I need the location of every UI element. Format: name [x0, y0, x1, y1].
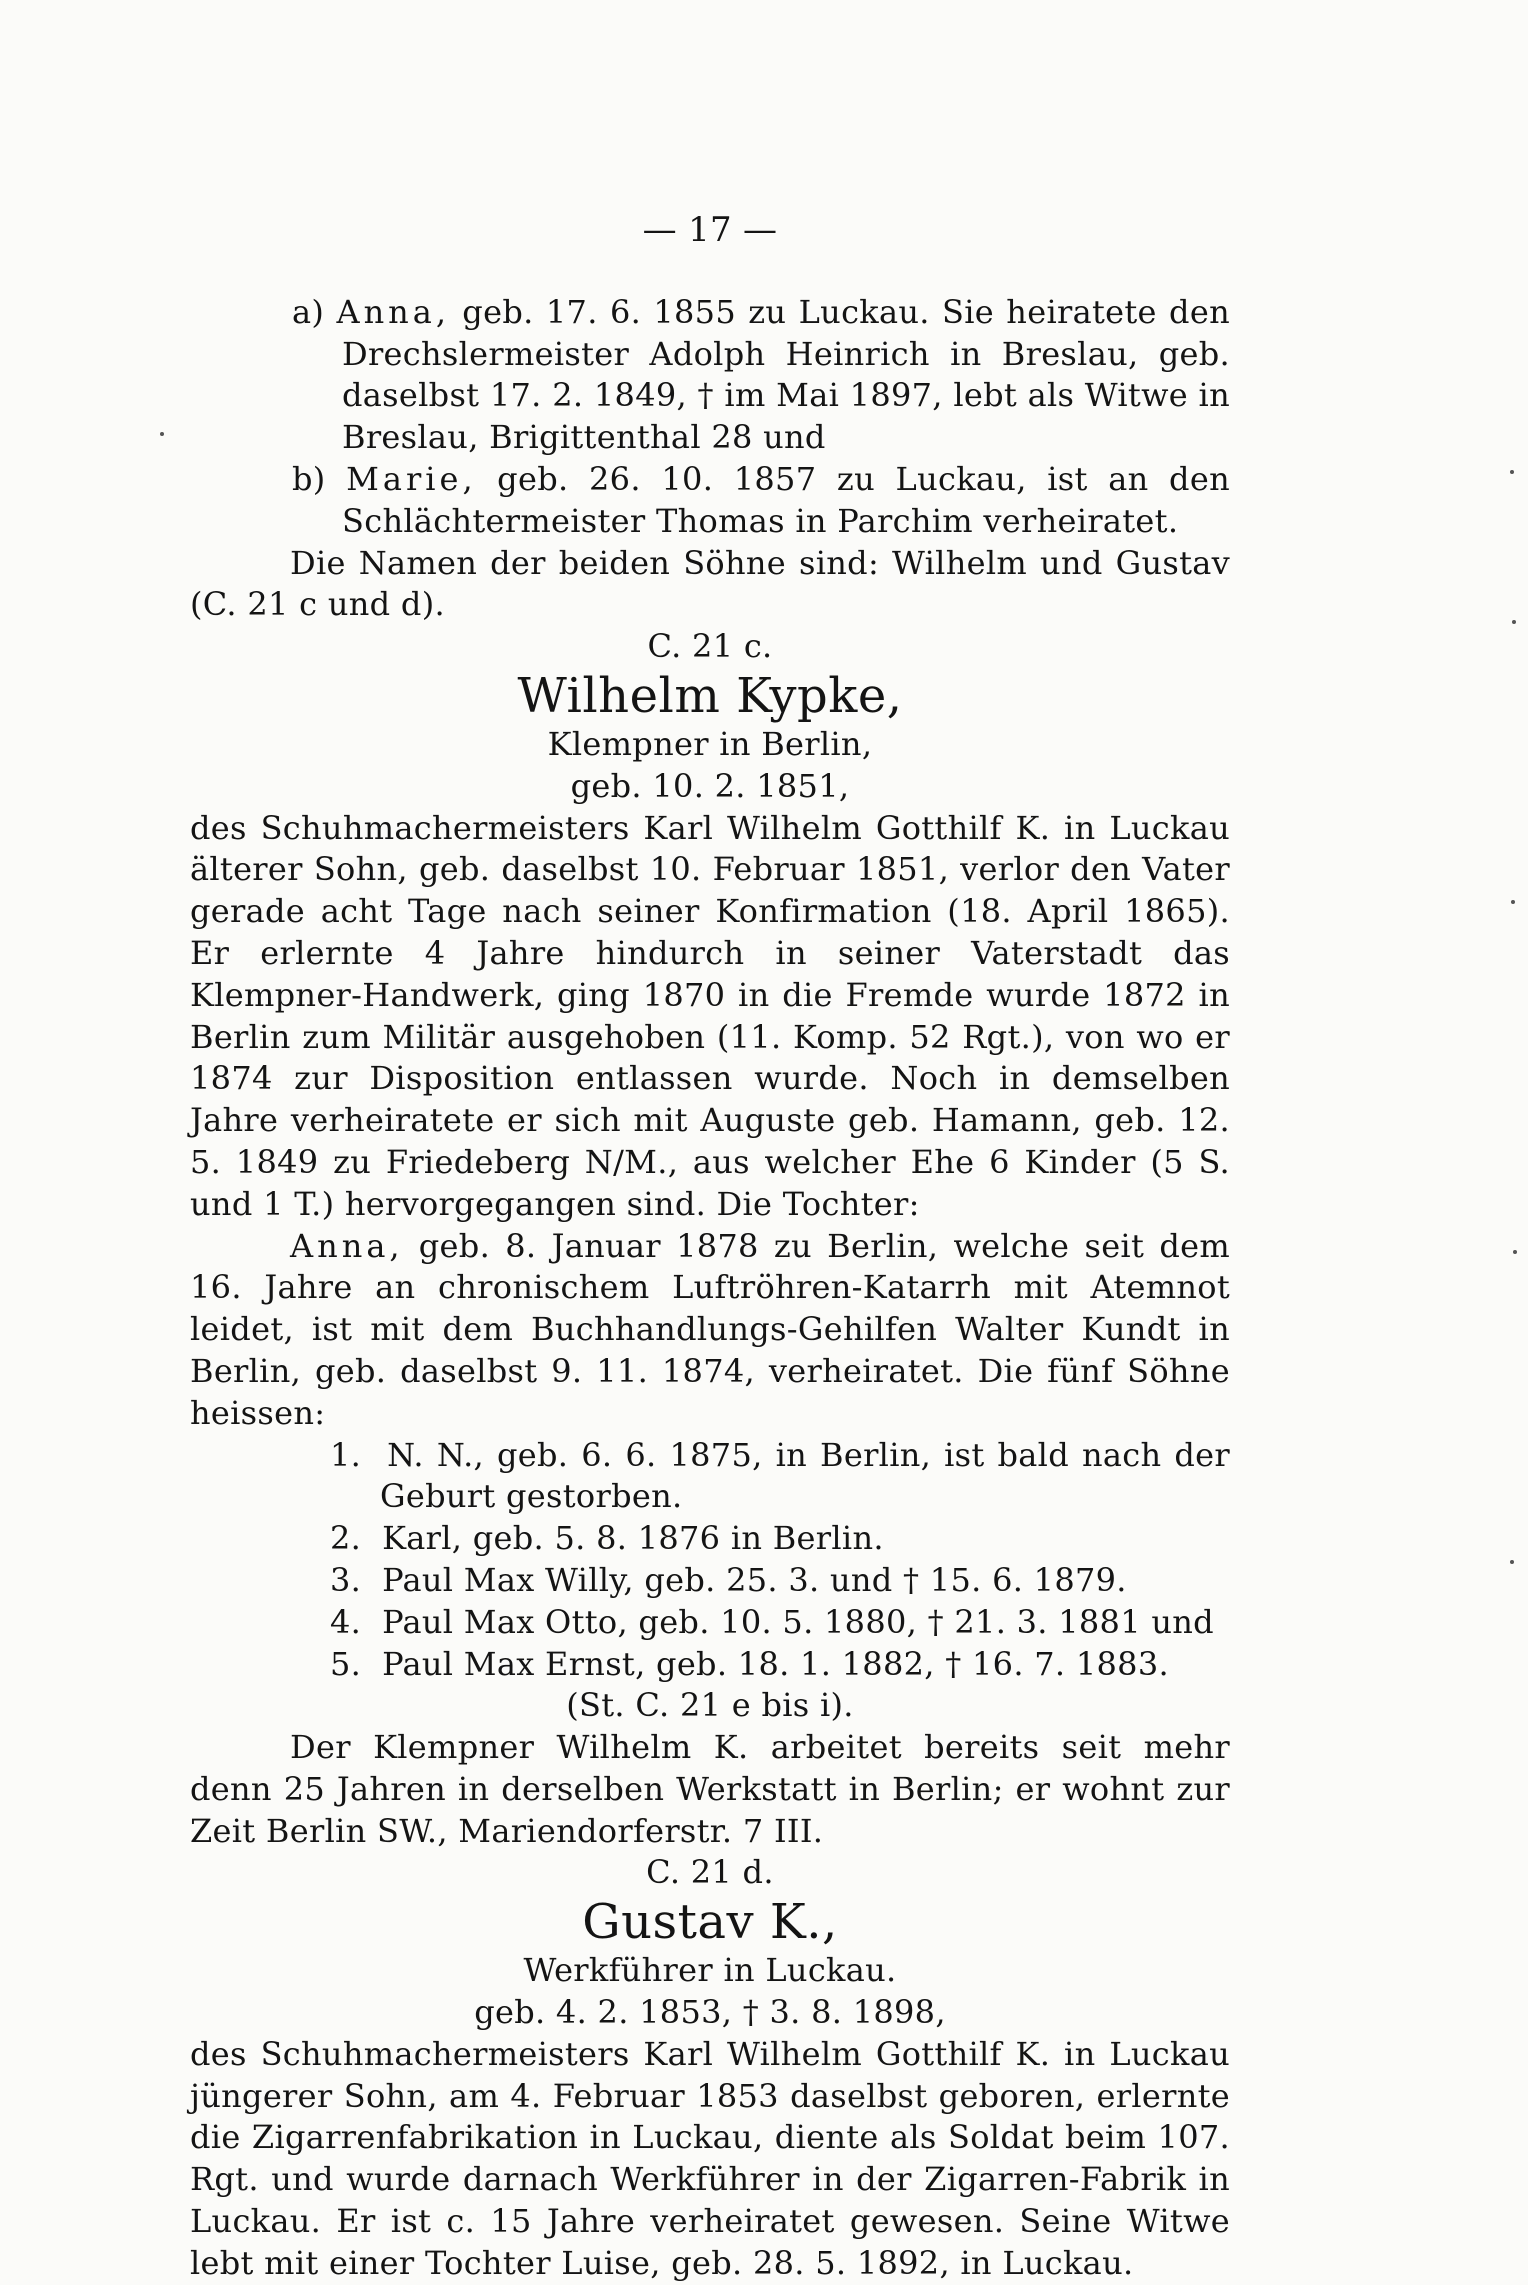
scan-speck [1510, 1560, 1514, 1564]
section-c-born: geb. 10. 2. 1851, [570, 766, 850, 805]
son-item [190, 1644, 1230, 1686]
daughter-text: geb. 8. Januar 1878 zu Berlin, welche seit dem 16. Jahre an chronischem Luftröhren-Katarrh mit Atemnot leidet, ist mit dem Buchhandlungs-Gehilfen Walter Kundt in Berlin, geb. daselbst 9. 11. 1874, verheiratet. Die fünf Söhne heissen: [190, 1226, 1230, 1432]
item-b-label: b) [292, 459, 326, 498]
son-num: 1. [330, 1435, 362, 1474]
son-item [190, 1435, 1230, 1519]
son-item [190, 1602, 1230, 1644]
section-c-bio: des Schuhmachermeisters Karl Wilhelm Gotthilf K. in Luckau älterer Sohn, geb. daselbst 10. Februar 1851, verlor den Vater gerade acht Tage nach seiner Konfirmation (18. April 1865). Er erlernte 4 Jahre hindurch in seiner Vaterstadt das Klempner-Handwerk, ging 1870 in die Fremde wurde 1872 in Berlin zum Militär ausgehoben (11. Komp. 52 Rgt.), von wo er 1874 zur Disposition entlassen wurde. Noch in demselben Jahre verheiratete er sich mit Auguste geb. Hamann, geb. 12. 5. 1849 zu Friedeberg N/M., aus welcher Ehe 6 Kinder (5 S. und 1 T.) hervorgegangen sind. Die Tochter: [190, 808, 1230, 1223]
item-a-name: Anna, [336, 292, 451, 331]
scan-speck [1512, 620, 1516, 624]
section-d-bio: des Schuhmachermeisters Karl Wilhelm Gotthilf K. in Luckau jüngerer Sohn, am 4. Februar 1853 daselbst geboren, erlernte die Zigarrenfabrikation in Luckau, diente als Soldat beim 107. Rgt. und wurde darnach Werkführer in der Zigarren-Fabrik in Luckau. Er ist c. 15 Jahre verheiratet gewesen. Seine Witwe lebt mit einer Tochter Luise, geb. 28. 5. 1892, in Luckau. [190, 2034, 1230, 2282]
son-num: 2. [330, 1519, 362, 1558]
document-page [190, 210, 1230, 2285]
son-text: Paul Max Ernst, geb. 18. 1. 1882, † 16. 7. 1883. [382, 1644, 1169, 1683]
son-item [190, 1560, 1230, 1602]
section-c-occupation: Klempner in Berlin, [547, 724, 873, 763]
item-b-text: geb. 26. 10. 1857 zu Luckau, ist an den Schlächtermeister Thomas in Parchim verheiratet. [342, 459, 1230, 540]
item-b [190, 459, 1230, 543]
sons-names-paragraph: Die Namen der beiden Söhne sind: Wilhelm und Gustav (C. 21 c und d). [190, 543, 1230, 624]
item-a-text: geb. 17. 6. 1855 zu Luckau. Sie heiratete den Drechslermeister Adolph Heinrich in Breslau, geb. daselbst 17. 2. 1849, † im Mai 1897, lebt als Witwe in Breslau, Brigittenthal 28 und [342, 292, 1230, 457]
section-d-born: geb. 4. 2. 1853, † 3. 8. 1898, [474, 1993, 946, 2032]
section-d-code: C. 21 d. [646, 1853, 774, 1892]
daughter-paragraph [190, 1226, 1230, 1435]
son-num: 5. [330, 1644, 362, 1683]
section-c-closing: Der Klempner Wilhelm K. arbeitet bereits seit mehr denn 25 Jahren in derselben Werkstatt in Berlin; er wohnt zur Zeit Berlin SW., Mariendorferstr. 7 III. [190, 1728, 1230, 1850]
item-a-label: a) [292, 292, 325, 331]
son-text: Paul Max Otto, geb. 10. 5. 1880, † 21. 3. 1881 und [382, 1602, 1214, 1641]
son-item [190, 1518, 1230, 1560]
scan-speck [1513, 1250, 1517, 1254]
scan-speck [1511, 900, 1515, 904]
son-text: N. N., geb. 6. 6. 1875, in Berlin, ist bald nach der Geburt gestorben. [380, 1435, 1230, 1516]
section-c-code: C. 21 c. [647, 627, 773, 666]
son-text: Paul Max Willy, geb. 25. 3. und † 15. 6. 1879. [382, 1560, 1127, 1599]
section-d-occupation: Werkführer in Luckau. [523, 1951, 897, 1990]
section-d-name: Gustav K., [582, 1894, 838, 1951]
scan-speck [1510, 470, 1514, 474]
page-number: — 17 — [642, 210, 778, 250]
section-c-name: Wilhelm Kypke, [517, 667, 903, 724]
item-b-name: Marie, [346, 459, 477, 498]
scan-speck [160, 432, 164, 436]
son-text: Karl, geb. 5. 8. 1876 in Berlin. [382, 1519, 884, 1558]
section-c-reference: (St. C. 21 e bis i). [566, 1686, 854, 1725]
item-a [190, 292, 1230, 459]
son-num: 4. [330, 1602, 362, 1641]
son-num: 3. [330, 1560, 362, 1599]
daughter-name: Anna, [290, 1226, 404, 1265]
